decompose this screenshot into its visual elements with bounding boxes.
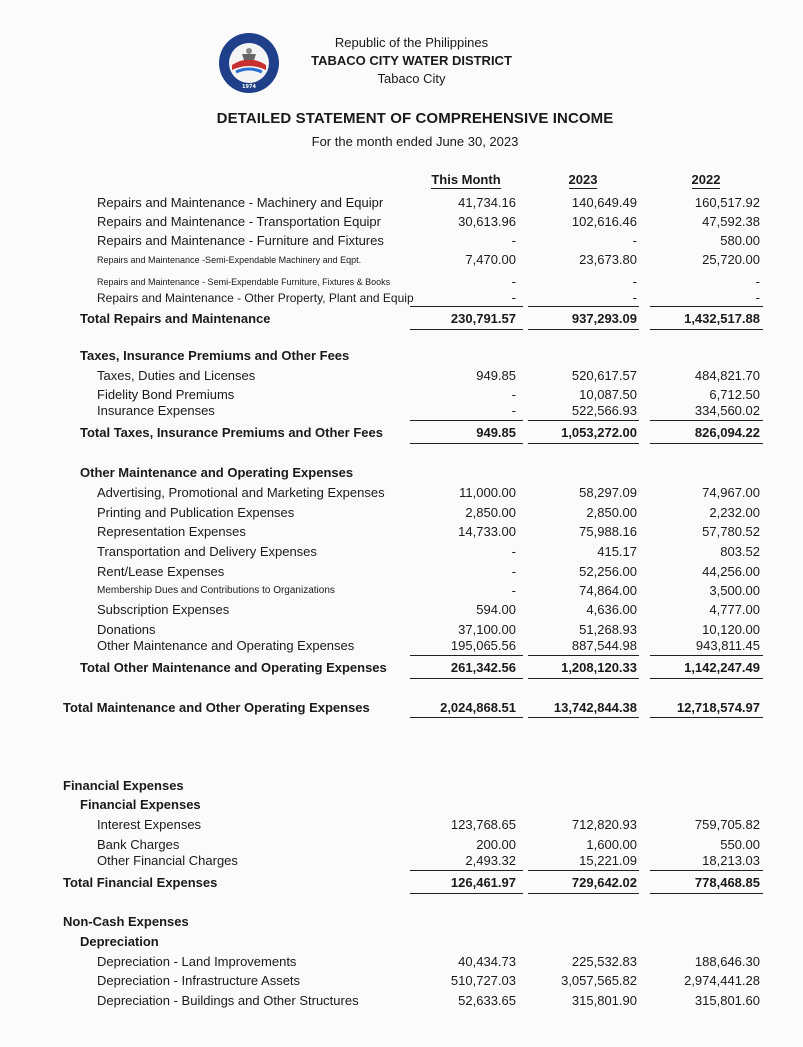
subsection-heading: Depreciation bbox=[80, 934, 159, 949]
ytd-2023-value: - bbox=[632, 233, 637, 248]
total-rule bbox=[650, 717, 763, 718]
table-row bbox=[0, 523, 803, 541]
total-rule bbox=[528, 443, 639, 444]
ytd-2023-value: 712,820.93 bbox=[571, 817, 637, 832]
ytd-2022-value: 484,821.70 bbox=[694, 368, 760, 383]
this-month-total: 126,461.97 bbox=[450, 875, 516, 890]
this-month-value: 14,733.00 bbox=[458, 524, 516, 539]
ytd-2022-value: 188,646.30 bbox=[694, 954, 760, 969]
this-month-value: 949.85 bbox=[476, 368, 516, 383]
ytd-2022-total: 1,432,517.88 bbox=[684, 311, 760, 326]
ytd-2022-total: 826,094.22 bbox=[694, 425, 760, 440]
row-label: Rent/Lease Expenses bbox=[97, 564, 225, 579]
ytd-2023-total: 1,053,272.00 bbox=[561, 425, 637, 440]
ytd-2022-value: 334,560.02 bbox=[694, 403, 760, 418]
ytd-2023-value: 52,256.00 bbox=[579, 564, 637, 579]
row-label: Membership Dues and Contributions to Organizations bbox=[97, 585, 335, 596]
table-row bbox=[0, 213, 803, 231]
ytd-2022-value: 550.00 bbox=[720, 837, 760, 852]
row-label: Other Financial Charges bbox=[97, 853, 238, 868]
subtotal-rule bbox=[650, 306, 763, 307]
row-label: Subscription Expenses bbox=[97, 602, 230, 617]
total-rule bbox=[528, 329, 639, 330]
ytd-2023-value: - bbox=[632, 290, 637, 305]
ytd-2022-value: 74,967.00 bbox=[702, 485, 760, 500]
row-label: Printing and Publication Expenses bbox=[97, 505, 295, 520]
ytd-2022-value: 580.00 bbox=[720, 233, 760, 248]
ytd-2023-value: 887,544.98 bbox=[571, 638, 637, 653]
subtotal-rule bbox=[528, 306, 639, 307]
statement-title: DETAILED STATEMENT OF COMPREHENSIVE INCOME bbox=[216, 110, 614, 127]
row-label: Other Maintenance and Operating Expenses bbox=[97, 638, 355, 653]
ytd-2023-value: 3,057,565.82 bbox=[561, 973, 637, 988]
this-month-total: 230,791.57 bbox=[450, 311, 516, 326]
ytd-2022-total: 12,718,574.97 bbox=[676, 700, 760, 715]
total-rule bbox=[410, 717, 523, 718]
ytd-2022-value: 57,780.52 bbox=[702, 524, 760, 539]
this-month-value: 11,000.00 bbox=[459, 485, 516, 500]
subtotal-rule bbox=[410, 870, 523, 871]
column-header-2023: 2023 bbox=[568, 172, 598, 187]
ytd-2022-total: 1,142,247.49 bbox=[684, 660, 760, 675]
grand-total-label: Total Maintenance and Other Operating Expenses bbox=[63, 700, 370, 715]
ytd-2023-value: 2,850.00 bbox=[586, 505, 637, 520]
ytd-2022-value: 943,811.45 bbox=[695, 638, 760, 653]
ytd-2022-value: 47,592.38 bbox=[702, 214, 760, 229]
ytd-2023-value: 520,617.57 bbox=[571, 368, 637, 383]
this-month-total: 261,342.56 bbox=[450, 660, 516, 675]
section-heading-row bbox=[0, 913, 803, 931]
table-row bbox=[0, 402, 803, 420]
this-month-value: - bbox=[511, 583, 516, 598]
total-row bbox=[0, 424, 803, 442]
table-row bbox=[0, 484, 803, 502]
country-name: Republic of the Philippines bbox=[334, 35, 489, 50]
table-row bbox=[0, 852, 803, 870]
total-rule bbox=[528, 717, 639, 718]
ytd-2022-value: 3,500.00 bbox=[709, 583, 760, 598]
table-row bbox=[0, 504, 803, 522]
row-label: Donations bbox=[97, 622, 156, 637]
subsection-heading: Financial Expenses bbox=[80, 797, 201, 812]
ytd-2023-total: 937,293.09 bbox=[571, 311, 637, 326]
table-row bbox=[0, 637, 803, 655]
this-month-value: - bbox=[511, 233, 516, 248]
table-row bbox=[0, 992, 803, 1010]
ytd-2022-value: 10,120.00 bbox=[702, 622, 760, 637]
row-label: Repairs and Maintenance - Furniture and Fixtures bbox=[97, 233, 384, 248]
row-label: Depreciation - Infrastructure Assets bbox=[97, 973, 301, 988]
subtotal-rule bbox=[528, 870, 639, 871]
row-label: Repairs and Maintenance - Transportation Equipr bbox=[97, 214, 381, 229]
table-row bbox=[0, 953, 803, 971]
this-month-total: 2,024,868.51 bbox=[440, 700, 516, 715]
row-label: Bank Charges bbox=[97, 837, 180, 852]
this-month-value: - bbox=[511, 564, 516, 579]
subsection-heading-row bbox=[0, 796, 803, 814]
column-header-2022: 2022 bbox=[691, 172, 721, 187]
ytd-2022-value: 759,705.82 bbox=[694, 817, 760, 832]
table-row bbox=[0, 972, 803, 990]
total-rule bbox=[410, 678, 523, 679]
table-row bbox=[0, 543, 803, 561]
this-month-value: 30,613.96 bbox=[458, 214, 516, 229]
this-month-value: - bbox=[511, 290, 516, 305]
row-label: Repairs and Maintenance - Semi-Expendable Furniture, Fixtures & Books bbox=[97, 277, 391, 287]
subsection-heading-row bbox=[0, 933, 803, 951]
total-rule bbox=[528, 678, 639, 679]
total-rule bbox=[410, 893, 523, 894]
subtotal-rule bbox=[410, 306, 523, 307]
this-month-value: 200.00 bbox=[476, 837, 516, 852]
this-month-value: 7,470.00 bbox=[465, 252, 516, 267]
ytd-2023-total: 13,742,844.38 bbox=[553, 700, 637, 715]
ytd-2023-value: 315,801.90 bbox=[571, 993, 637, 1008]
section-heading: Other Maintenance and Operating Expenses bbox=[80, 465, 354, 480]
grand-total-row bbox=[0, 699, 803, 717]
ytd-2023-value: 75,988.16 bbox=[579, 524, 637, 539]
section-heading: Taxes, Insurance Premiums and Other Fees bbox=[80, 348, 350, 363]
row-label: Depreciation - Buildings and Other Structures bbox=[97, 993, 359, 1008]
ytd-2022-value: - bbox=[755, 290, 760, 305]
ytd-2022-value: 803.52 bbox=[720, 544, 760, 559]
statement-period: For the month ended June 30, 2023 bbox=[311, 134, 519, 149]
row-label: Repairs and Maintenance -Semi-Expendable Machinery and Eqpt. bbox=[97, 255, 362, 265]
seal-year: 1974 bbox=[242, 84, 256, 90]
this-month-value: - bbox=[511, 403, 516, 418]
subtotal-rule bbox=[528, 655, 639, 656]
ytd-2022-value: 18,213.03 bbox=[702, 853, 760, 868]
this-month-value: 195,065.56 bbox=[450, 638, 516, 653]
ytd-2023-total: 1,208,120.33 bbox=[561, 660, 637, 675]
section-heading: Financial Expenses bbox=[63, 778, 184, 793]
subtotal-rule bbox=[410, 655, 523, 656]
total-row bbox=[0, 874, 803, 892]
total-rule bbox=[410, 329, 523, 330]
subtotal-rule bbox=[650, 420, 763, 421]
total-rule bbox=[650, 678, 763, 679]
row-label: Interest Expenses bbox=[97, 817, 202, 832]
row-label: Representation Expenses bbox=[97, 524, 246, 539]
total-label: Total Financial Expenses bbox=[63, 875, 218, 890]
ytd-2022-value: 6,712.50 bbox=[709, 387, 760, 402]
ytd-2023-value: 10,087.50 bbox=[579, 387, 637, 402]
this-month-value: 41,734.16 bbox=[458, 195, 516, 210]
ytd-2022-value: - bbox=[755, 274, 760, 289]
row-label: Insurance Expenses bbox=[97, 403, 215, 418]
ytd-2023-value: 23,673.80 bbox=[579, 252, 637, 267]
ytd-2023-value: 74,864.00 bbox=[579, 583, 637, 598]
this-month-value: 2,493.32 bbox=[465, 853, 516, 868]
ytd-2023-value: 58,297.09 bbox=[579, 485, 637, 500]
this-month-value: - bbox=[511, 544, 516, 559]
this-month-value: 2,850.00 bbox=[465, 505, 516, 520]
table-row bbox=[0, 232, 803, 250]
ytd-2023-value: 522,566.93 bbox=[571, 403, 637, 418]
section-heading-row bbox=[0, 464, 803, 482]
section-heading-row bbox=[0, 777, 803, 795]
column-header-this-month: This Month bbox=[431, 172, 501, 187]
ytd-2022-value: 2,974,441.28 bbox=[684, 973, 760, 988]
subtotal-rule bbox=[650, 655, 763, 656]
total-label: Total Repairs and Maintenance bbox=[80, 311, 271, 326]
table-row bbox=[0, 563, 803, 581]
this-month-value: 123,768.65 bbox=[450, 817, 516, 832]
row-label: Advertising, Promotional and Marketing Expenses bbox=[97, 485, 385, 500]
ytd-2023-value: 102,616.46 bbox=[571, 214, 637, 229]
total-rule bbox=[528, 893, 639, 894]
table-row bbox=[0, 367, 803, 385]
ytd-2023-value: 140,649.49 bbox=[571, 195, 637, 210]
this-month-value: 594.00 bbox=[476, 602, 516, 617]
ytd-2022-value: 44,256.00 bbox=[702, 564, 760, 579]
subtotal-rule bbox=[410, 420, 523, 421]
subtotal-rule bbox=[528, 420, 639, 421]
row-label: Repairs and Maintenance - Other Property, Plant and Equip bbox=[97, 291, 414, 305]
ytd-2023-value: 415.17 bbox=[597, 544, 637, 559]
agency-name: TABACO CITY WATER DISTRICT bbox=[311, 53, 512, 68]
ytd-2022-value: 4,777.00 bbox=[709, 602, 760, 617]
ytd-2023-value: - bbox=[632, 274, 637, 289]
ytd-2023-value: 15,221.09 bbox=[579, 853, 637, 868]
ytd-2023-value: 4,636.00 bbox=[586, 602, 637, 617]
row-label: Transportation and Delivery Expenses bbox=[97, 544, 317, 559]
section-heading: Non-Cash Expenses bbox=[63, 914, 189, 929]
total-row bbox=[0, 310, 803, 328]
ytd-2022-value: 160,517.92 bbox=[694, 195, 760, 210]
ytd-2022-value: 315,801.60 bbox=[694, 993, 760, 1008]
row-label: Repairs and Maintenance - Machinery and Equipr bbox=[97, 195, 384, 210]
ytd-2023-value: 225,532.83 bbox=[571, 954, 637, 969]
table-row bbox=[0, 582, 803, 600]
this-month-value: 40,434.73 bbox=[458, 954, 516, 969]
ytd-2023-total: 729,642.02 bbox=[571, 875, 637, 890]
this-month-value: - bbox=[511, 274, 516, 289]
ytd-2022-value: 2,232.00 bbox=[709, 505, 760, 520]
total-rule bbox=[650, 329, 763, 330]
subtotal-rule bbox=[650, 870, 763, 871]
section-heading-row bbox=[0, 347, 803, 365]
this-month-value: - bbox=[511, 387, 516, 402]
ytd-2023-value: 51,268.93 bbox=[579, 622, 637, 637]
city-name: Tabaco City bbox=[377, 71, 446, 86]
this-month-value: 37,100.00 bbox=[458, 622, 516, 637]
table-row bbox=[0, 816, 803, 834]
total-rule bbox=[650, 893, 763, 894]
total-label: Total Taxes, Insurance Premiums and Other Fees bbox=[80, 425, 383, 440]
table-row bbox=[0, 251, 803, 269]
ytd-2023-value: 1,600.00 bbox=[586, 837, 637, 852]
table-row bbox=[0, 289, 803, 307]
letterhead bbox=[0, 34, 803, 88]
row-label: Depreciation - Land Improvements bbox=[97, 954, 297, 969]
total-rule bbox=[650, 443, 763, 444]
table-row bbox=[0, 194, 803, 212]
this-month-value: 510,727.03 bbox=[450, 973, 516, 988]
this-month-total: 949.85 bbox=[476, 425, 516, 440]
row-label: Fidelity Bond Premiums bbox=[97, 387, 235, 402]
row-label: Taxes, Duties and Licenses bbox=[97, 368, 256, 383]
ytd-2022-value: 25,720.00 bbox=[702, 252, 760, 267]
this-month-value: 52,633.65 bbox=[458, 993, 516, 1008]
table-row bbox=[0, 601, 803, 619]
total-row bbox=[0, 659, 803, 677]
ytd-2022-total: 778,468.85 bbox=[694, 875, 760, 890]
total-label: Total Other Maintenance and Operating Expenses bbox=[80, 660, 387, 675]
total-rule bbox=[410, 443, 523, 444]
